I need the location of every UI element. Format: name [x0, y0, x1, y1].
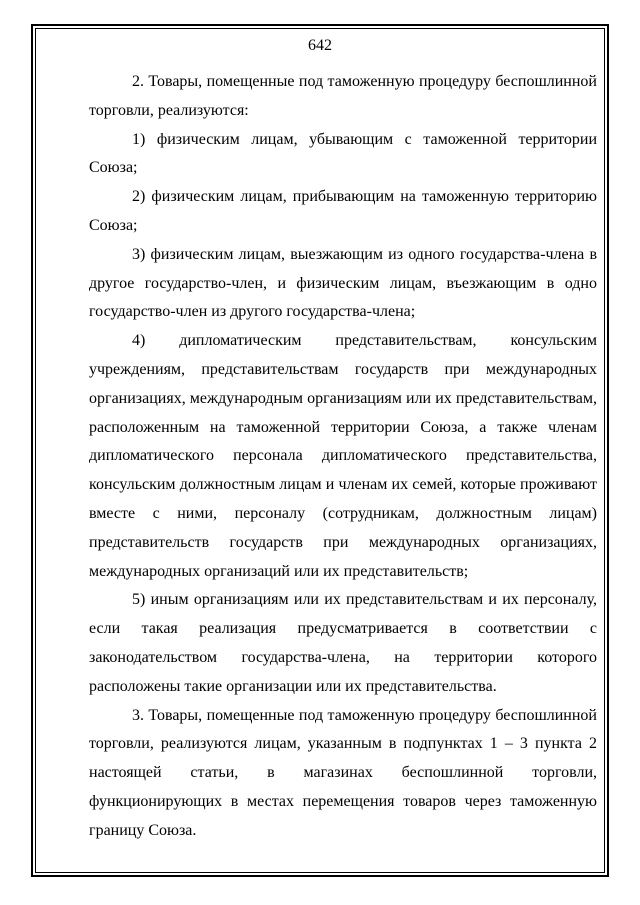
paragraph-subitem-3: 3) физическим лицам, выезжающим из одного государства-члена в другое государство-член, и физическим лицам, въезжающим в одно государство-член из другого государства-члена;	[89, 245, 597, 321]
paragraph-subitem-5: 5) иным организациям или их представительствам и их персоналу, если такая реализация предусматривается в соответствии с законодательством государства-члена, на территории которого расположены такие организации или их представительства.	[89, 591, 597, 695]
document-body	[89, 68, 597, 846]
paragraph-subitem-1: 1) физическим лицам, убывающим с таможенной территории Союза;	[89, 130, 597, 177]
page-number: 642	[308, 37, 332, 54]
paragraph-item-2: 2. Товары, помещенные под таможенную процедуру беспошлинной торговли, реализуются:	[89, 73, 597, 119]
paragraph-subitem-4: 4) дипломатическим представительствам, консульским учреждениям, представительствам государств при международных организациях, международным организациям или их представительствам, расположенным на таможенной территории Союза, а также членам дипломатического персонала дипломатического представительства, консульским должностным лицам и членам их семей, которые проживают вместе с ними, персоналу (сотрудникам, должностным лицам) представительств государств при международных организациях, международных организаций или их представительств;	[89, 332, 597, 580]
paragraph-item-3: 3. Товары, помещенные под таможенную процедуру беспошлинной торговли, реализуются лицам, указанным в подпунктах 1 – 3 пункта 2 настоящей статьи, в магазинах беспошлинной торговли, функционирующих в местах перемещения товаров через таможенную границу Союза.	[89, 706, 597, 839]
paragraph-subitem-2: 2) физическим лицам, прибывающим на таможенную территорию Союза;	[89, 188, 597, 234]
